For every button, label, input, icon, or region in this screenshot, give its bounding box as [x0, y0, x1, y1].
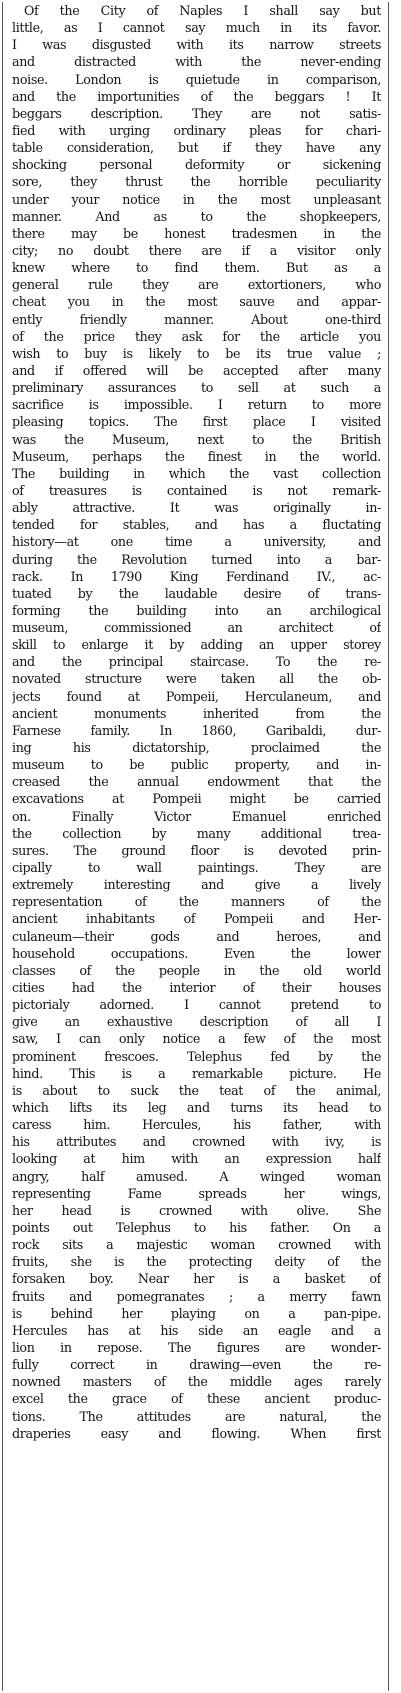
article-line: nowned masters of the middle ages rarely — [12, 1374, 381, 1390]
article-line: extremely interesting and give a lively — [12, 877, 381, 893]
article-line: prominent frescoes. Telephus fed by the — [12, 1048, 381, 1064]
article-line: tended for stables, and has a fluctating — [12, 517, 381, 533]
article-line: Farnese family. In 1860, Garibaldi, dur- — [12, 722, 381, 738]
article-line: manner. And as to the shopkeepers, — [12, 208, 381, 224]
article-line: pictorialy adorned. I cannot pretend to — [12, 997, 381, 1013]
article-line: was the Museum, next to the British — [12, 431, 381, 447]
article-line: ing his dictatorship, proclaimed the — [12, 740, 381, 756]
newspaper-column — [2, 2, 389, 1691]
article-line: there may be honest tradesmen in the — [12, 225, 381, 241]
article-line: Hercules has at his side an eagle and a — [12, 1322, 381, 1338]
article-line: novated structure were taken all the ob- — [12, 671, 381, 687]
article-line: points out Telephus to his father. On a — [12, 1219, 381, 1235]
article-line: cities had the interior of their houses — [12, 980, 381, 996]
article-line: tions. The attitudes are natural, the — [12, 1408, 381, 1424]
article-line: of the price they ask for the article you — [12, 328, 381, 344]
article-line: ently friendly manner. About one-third — [12, 311, 381, 327]
article-line: caress him. Hercules, his father, with — [12, 1117, 381, 1133]
article-line: cipally to wall paintings. They are — [12, 860, 381, 876]
article-line: fied with urging ordinary pleas for chari- — [12, 122, 381, 138]
article-line: sures. The ground floor is devoted prin- — [12, 842, 381, 858]
article-line: which lifts its leg and turns its head to — [12, 1100, 381, 1115]
article-line: is behind her playing on a pan-pipe. — [12, 1305, 381, 1321]
article-line: culaneum—their gods and heroes, and — [12, 928, 381, 944]
article-line: sore, they thrust the horrible peculiarity — [12, 174, 381, 190]
article-line: forming the building into an archilogical — [12, 602, 381, 618]
article-line: jects found at Pompeii, Herculaneum, and — [12, 688, 381, 704]
article-line: wish to buy is likely to be its true value ; — [12, 345, 381, 361]
article-line: beggars description. They are not satis- — [12, 105, 381, 121]
article-line: and the principal staircase. To the re- — [12, 654, 381, 670]
article-line: I was disgusted with its narrow streets — [12, 37, 381, 53]
article-line: draperies easy and flowing. When first — [12, 1425, 381, 1441]
article-line: museum to be public property, and in- — [12, 757, 381, 773]
article-line: classes of the people in the old world — [12, 962, 381, 978]
article-line: fully correct in drawing—even the re- — [12, 1357, 381, 1373]
article-line: and distracted with the never-ending — [12, 54, 381, 70]
article-line: lion in repose. The figures are wonder- — [12, 1339, 381, 1355]
article-line: general rule they are extortioners, who — [12, 277, 381, 293]
article-line: table consideration, but if they have any — [12, 140, 381, 156]
article-line: preliminary assurances to sell at such a — [12, 380, 381, 396]
article-line: skill to enlarge it by adding an upper storey — [12, 637, 381, 653]
article-line: little, as I cannot say much in its favor. — [12, 20, 381, 36]
article-line: excel the grace of these ancient produc- — [12, 1391, 381, 1407]
article-line: representation of the manners of the — [12, 894, 381, 910]
article-line: fruits and pomegranates ; a merry fawn — [12, 1288, 381, 1304]
article-line: shocking personal deformity or sickening — [12, 157, 381, 173]
article-line: her head is crowned with olive. She — [12, 1202, 381, 1218]
article-line: fruits, she is the protecting deity of the — [12, 1254, 381, 1270]
article-line: rock sits a majestic woman crowned with — [12, 1237, 381, 1253]
article-line: and the importunities of the beggars ! It — [12, 88, 381, 104]
article-line: of treasures is contained is not remark- — [12, 482, 381, 498]
article-line: ably attractive. It was originally in- — [12, 500, 381, 516]
article-line: noise. London is quietude in comparison, — [12, 71, 381, 87]
article-line: angry, half amused. A winged woman — [12, 1168, 381, 1184]
article-line: history—at one time a university, and — [12, 534, 381, 550]
article-line: city; no doubt there are if a visitor only — [12, 242, 381, 258]
article-line: cheat you in the most sauve and appar- — [12, 294, 381, 310]
article-text — [12, 2, 381, 1442]
article-line: during the Revolution turned into a bar- — [12, 551, 381, 567]
article-line: ancient inhabitants of Pompeii and Her- — [12, 911, 381, 927]
article-line: creased the annual endowment that the — [12, 774, 381, 790]
article-line: saw, I can only notice a few of the most — [12, 1031, 381, 1047]
article-line: his attributes and crowned with ivy, is — [12, 1134, 381, 1150]
article-line: household occupations. Even the lower — [12, 945, 381, 961]
article-line: excavations at Pompeii might be carried — [12, 791, 381, 807]
article-line: looking at him with an expression half — [12, 1151, 381, 1167]
article-line: The building in which the vast collection — [12, 465, 381, 481]
article-line: representing Fame spreads her wings, — [12, 1185, 381, 1201]
article-line: forsaken boy. Near her is a basket of — [12, 1271, 381, 1287]
article-line: pleasing topics. The first place I visited — [12, 414, 381, 430]
article-line: tuated by the laudable desire of trans- — [12, 585, 381, 601]
article-line: rack. In 1790 King Ferdinand IV., ac- — [12, 568, 381, 584]
article-line: museum, commissioned an architect of — [12, 620, 381, 636]
article-line: knew where to find them. But as a — [12, 260, 381, 276]
article-line: Of the City of Naples I shall say but — [24, 3, 381, 18]
article-line: the collection by many additional trea- — [12, 825, 381, 841]
article-line: under your notice in the most unpleasant — [12, 191, 381, 207]
article-line: on. Finally Victor Emanuel enriched — [12, 808, 381, 824]
article-line: ancient monuments inherited from the — [12, 705, 381, 721]
article-line: sacrifice is impossible. I return to more — [12, 397, 381, 413]
article-line: and if offered will be accepted after many — [12, 362, 381, 378]
article-line: Museum, perhaps the finest in the world. — [12, 448, 381, 464]
article-line: give an exhaustive description of all I — [12, 1014, 381, 1030]
article-line: is about to suck the teat of the animal, — [12, 1082, 381, 1098]
article-line: hind. This is a remarkable picture. He — [12, 1065, 381, 1081]
